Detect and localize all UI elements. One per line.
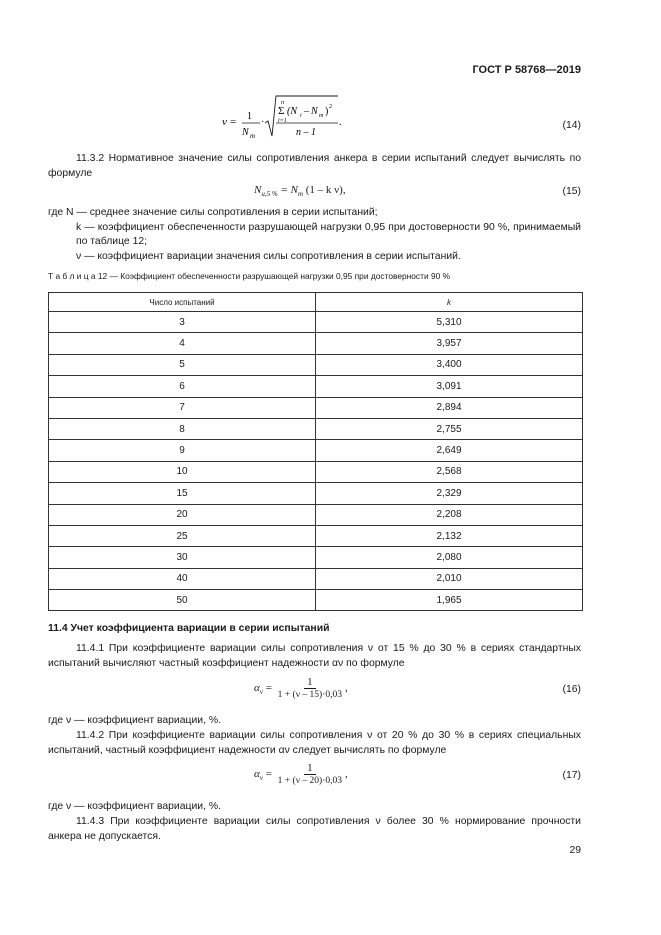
table-header-row [49, 293, 583, 312]
svg-text:·: · [261, 117, 265, 128]
paragraph-11-3-2: 11.3.2 Нормативное значение силы сопротивления анкера в серии испытаний следует вычислять по формуле [48, 153, 581, 179]
eq17-denominator: 1 + (ν – 20)·0,03 [277, 776, 342, 786]
svg-text:1: 1 [247, 111, 252, 122]
cell-k: 2,080 [316, 547, 583, 568]
equation-16-number: (16) [562, 684, 581, 695]
table-row [49, 547, 583, 568]
table-caption: Т а б л и ц а 12 — Коэффициент обеспеченности разрушающей нагрузки 0,95 при достоверности 90 % [48, 271, 451, 281]
cell-k: 1,965 [316, 590, 583, 611]
page-number: 29 [569, 845, 581, 856]
equation-14-graphic [220, 92, 360, 142]
cell-tests: 3 [49, 312, 316, 333]
section-11-4-heading: 11.4 Учет коэффициента вариации в серии испытаний [48, 623, 330, 634]
cell-tests: 9 [49, 440, 316, 461]
paragraph-11-4-1: 11.4.1 При коэффициенте вариации силы сопротивления ν от 15 % до 30 % в сериях стандартных испытаний вычисляют частный коэффициент надежности αν по формуле [48, 643, 581, 669]
svg-text:n: n [281, 100, 284, 106]
eq16-fraction [275, 676, 345, 701]
cell-k: 2,132 [316, 525, 583, 546]
svg-text:m: m [319, 113, 324, 119]
table-row [49, 483, 583, 504]
paragraph-11-4-3: 11.4.3 При коэффициенте вариации силы сопротивления ν более 30 % нормирование прочности анкера не допускается. [48, 816, 581, 842]
cell-tests: 8 [49, 418, 316, 439]
table-row [49, 504, 583, 525]
cell-tests: 15 [49, 483, 316, 504]
svg-text:i: i [300, 113, 302, 119]
equation-14 [220, 92, 360, 142]
cell-k: 2,010 [316, 568, 583, 589]
table-row [49, 568, 583, 589]
eq15-sub: u,5 % [261, 190, 278, 199]
cell-k: 2,329 [316, 483, 583, 504]
svg-text:N: N [242, 127, 249, 138]
cell-tests: 10 [49, 461, 316, 482]
svg-text:): ) [325, 106, 329, 117]
cell-tests: 20 [49, 504, 316, 525]
table-row [49, 461, 583, 482]
cell-k: 3,091 [316, 376, 583, 397]
cell-k: 3,400 [316, 354, 583, 375]
table-row [49, 376, 583, 397]
cell-k: 2,755 [316, 418, 583, 439]
cell-k: 2,649 [316, 440, 583, 461]
cell-tests: 50 [49, 590, 316, 611]
eq15-rest-sub: m [297, 190, 304, 199]
svg-text:(N: (N [287, 106, 297, 117]
table-row [49, 525, 583, 546]
cell-tests: 5 [49, 354, 316, 375]
eq17-numerator: 1 [304, 762, 316, 775]
table-row [49, 397, 583, 418]
cell-tests: 30 [49, 547, 316, 568]
equation-14-number: (14) [562, 120, 581, 131]
cell-k: 2,894 [316, 397, 583, 418]
where-line-nm: где N — среднее значение силы сопротивления в серии испытаний; [48, 207, 378, 218]
equation-17-number: (17) [562, 770, 581, 781]
equation-15: $N_{u,5 \%} = N_m$ (1 – k ν), [254, 184, 346, 199]
table-row [49, 590, 583, 611]
cell-k: 3,957 [316, 333, 583, 354]
equation-16: $\alpha_\nu$ = $\frac{1}{1 + (\nu - 15)\cdot 0,03}$ , [254, 676, 348, 700]
cell-tests: 6 [49, 376, 316, 397]
eq15-rest: = N [277, 184, 298, 196]
cell-k: 5,310 [316, 312, 583, 333]
table-row [49, 312, 583, 333]
svg-text:Σ: Σ [278, 105, 285, 117]
svg-text:ν: ν [222, 116, 227, 128]
where-list-15 [48, 206, 581, 264]
where-line-k: k — коэффициент обеспеченности разрушающей нагрузки 0,95 при достоверности 90 %, принимаемый по таблице 12; [76, 221, 581, 247]
where-line-nu: ν — коэффициент вариации значения силы сопротивления в серии испытаний. [76, 250, 461, 262]
cell-tests: 4 [49, 333, 316, 354]
cell-tests: 40 [49, 568, 316, 589]
cell-tests: 25 [49, 525, 316, 546]
standard-header: ГОСТ Р 58768—2019 [472, 64, 581, 76]
svg-text:–: – [304, 106, 309, 117]
equation-15-number: (15) [562, 186, 581, 197]
eq16-denominator: 1 + (ν – 15)·0,03 [277, 690, 342, 700]
eq17-fraction [275, 762, 345, 787]
svg-text:2: 2 [329, 104, 332, 110]
table-row [49, 418, 583, 439]
svg-text:=: = [230, 116, 237, 128]
svg-text:i=1: i=1 [278, 118, 287, 124]
svg-text:.: . [339, 117, 342, 128]
eq15-tail: (1 – k ν), [303, 184, 346, 196]
header-k: k [316, 293, 583, 312]
equation-17: $\alpha_\nu$ = $\frac{1}{1 + (\nu - 20)\cdot 0,03}$ , [254, 762, 348, 786]
table-row [49, 440, 583, 461]
where-17: где ν — коэффициент вариации, %. [48, 801, 221, 812]
header-tests: Число испытаний [49, 293, 316, 312]
where-16: где ν — коэффициент вариации, %. [48, 715, 221, 726]
svg-text:N: N [311, 106, 318, 117]
svg-text:m: m [250, 132, 256, 140]
table-row [49, 333, 583, 354]
cell-tests: 7 [49, 397, 316, 418]
cell-k: 2,208 [316, 504, 583, 525]
paragraph-11-4-2: 11.4.2 При коэффициенте вариации силы сопротивления ν от 20 % до 30 % в сериях специальных испытаний, частный коэффициент надежности αν следует вычислять по формуле [48, 730, 581, 756]
cell-k: 2,568 [316, 461, 583, 482]
table-row [49, 354, 583, 375]
eq16-numerator: 1 [304, 676, 316, 689]
table-12 [48, 292, 583, 611]
svg-text:n – 1: n – 1 [296, 127, 316, 138]
